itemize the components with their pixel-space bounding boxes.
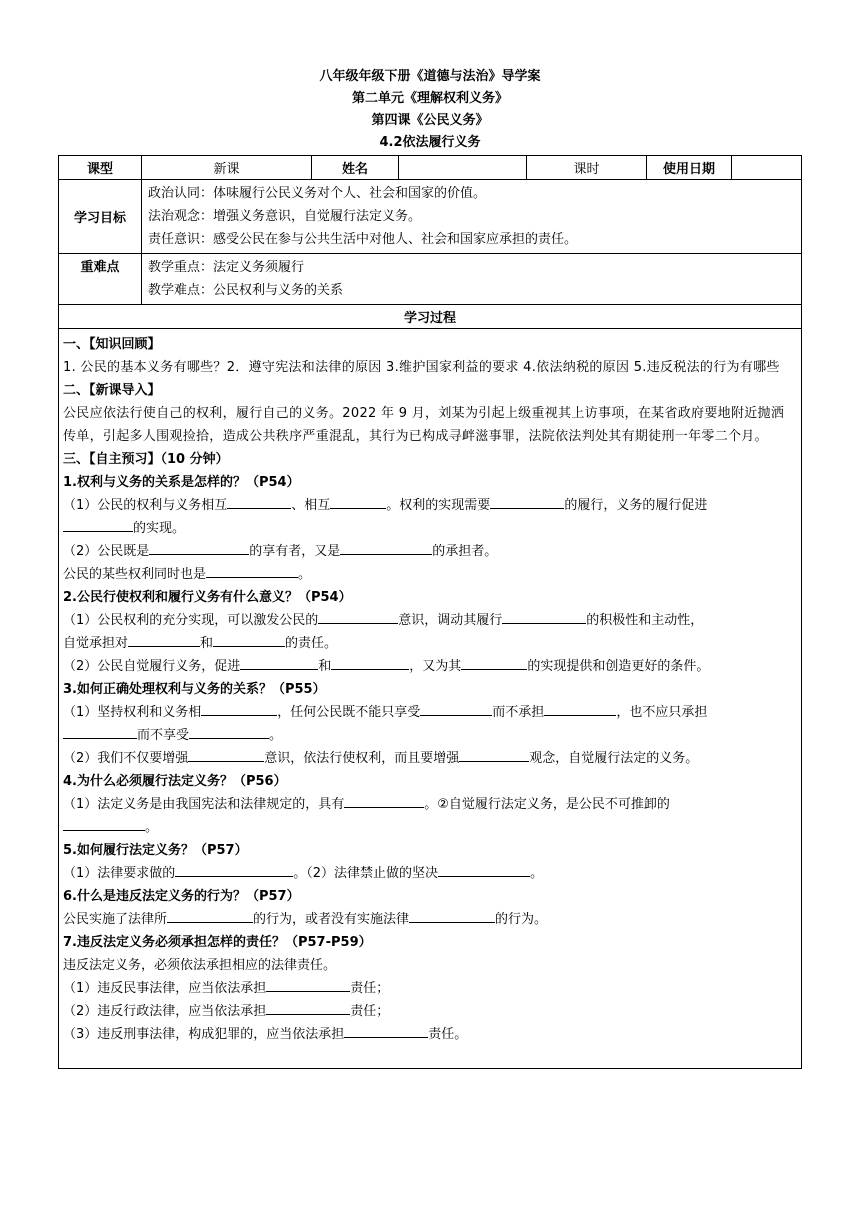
- text: 和: [200, 636, 214, 651]
- blank[interactable]: [461, 655, 527, 670]
- keypoint-item: 教学难点：公民权利与义务的关系: [148, 283, 344, 298]
- text: 的责任。: [285, 636, 338, 651]
- text: 意识，调动其履行: [398, 613, 503, 628]
- text: ，任何公民既不能只享受: [277, 705, 421, 720]
- text: 责任；: [350, 1004, 390, 1019]
- section-review-text: 1. 公民的基本义务有哪些？2．遵守宪法和法律的原因 3.维护国家利益的要求 4.依法纳税的原因 5.违反税法的行为有哪些: [63, 360, 780, 375]
- goal-item: 政治认同：体味履行公民义务对个人、社会和国家的价值。: [148, 186, 487, 201]
- blank[interactable]: [438, 862, 530, 877]
- text: 公民实施了法律所: [63, 912, 168, 927]
- blank[interactable]: [318, 609, 398, 624]
- blank[interactable]: [544, 701, 616, 716]
- blank[interactable]: [201, 701, 277, 716]
- question-1-line: [63, 517, 797, 540]
- worksheet-table: [58, 155, 802, 1069]
- text: 而不享受: [137, 728, 190, 743]
- blank[interactable]: [63, 816, 145, 831]
- section-review-title: 一、【知识回顾】: [63, 337, 161, 352]
- keypoints-label: 重难点: [59, 254, 142, 305]
- blank[interactable]: [330, 494, 386, 509]
- text: 。: [145, 820, 159, 835]
- name-label: 姓名: [312, 156, 399, 180]
- process-body: [59, 329, 802, 1069]
- question-2-line: [63, 609, 797, 632]
- blank[interactable]: [344, 793, 424, 808]
- question-3-line: [63, 724, 797, 747]
- goals-row: [59, 180, 802, 254]
- question-6-line: [63, 908, 797, 931]
- text: （1）坚持权利和义务相: [63, 705, 202, 720]
- question-5-line: [63, 862, 797, 885]
- blank[interactable]: [213, 632, 285, 647]
- text: 的实现。: [133, 521, 186, 536]
- name-field[interactable]: [399, 156, 527, 180]
- text: 而不承担: [492, 705, 545, 720]
- date-field[interactable]: [732, 156, 802, 180]
- goal-item: 责任意识：感受公民在参与公共生活中对他人、社会和国家应承担的责任。: [148, 232, 578, 247]
- text: 、相互: [291, 498, 331, 513]
- period-label: 课时: [527, 156, 647, 180]
- question-7-title: 7.违反法定义务必须承担怎样的责任？（P57-P59）: [63, 935, 372, 950]
- text: 公民的某些权利同时也是: [63, 567, 207, 582]
- section-intro-text: 公民应依法行使自己的权利，履行自己的义务。2022 年 9 月，刘某为引起上级重视其上访事项，在某省政府要地附近抛洒传单，引起多人围观捡拾，造成公共秩序严重混乱，其行为已构成寻衅滋事罪，法院依法判处其有期徒刑一年零二个月。: [63, 406, 785, 444]
- question-4-line: [63, 816, 797, 839]
- question-1-line: [63, 494, 797, 517]
- text: 的享有者，又是: [249, 544, 341, 559]
- text: （2）公民既是: [63, 544, 150, 559]
- question-1-title: 1.权利与义务的关系是怎样的？（P54）: [63, 475, 300, 490]
- question-7-intro: 违反法定义务，必须依法承担相应的法律责任。: [63, 958, 337, 973]
- text: 。（2）法律禁止做的坚决: [293, 866, 439, 881]
- process-body-row: [59, 329, 802, 1069]
- text: 。: [269, 728, 283, 743]
- blank[interactable]: [266, 1000, 350, 1015]
- blank[interactable]: [420, 701, 492, 716]
- text: （1）公民的权利与义务相互: [63, 498, 228, 513]
- keypoint-item: 教学重点：法定义务须履行: [148, 260, 305, 275]
- process-title-row: [59, 305, 802, 329]
- question-3-title: 3.如何正确处理权利与义务的关系？（P55）: [63, 682, 326, 697]
- text: （1）法律要求做的: [63, 866, 176, 881]
- question-1-line: [63, 540, 797, 563]
- keypoints-content: [142, 254, 802, 305]
- keypoints-row: [59, 254, 802, 305]
- blank[interactable]: [409, 908, 495, 923]
- text: 的履行，义务的履行促进: [564, 498, 708, 513]
- text: 。: [298, 567, 312, 582]
- text: 的行为。: [495, 912, 548, 927]
- text: 的积极性和主动性，: [586, 613, 704, 628]
- text: 自觉承担对: [63, 636, 129, 651]
- blank[interactable]: [149, 540, 249, 555]
- document-titles: [0, 66, 860, 154]
- question-1-line: [63, 563, 797, 586]
- section-intro-title: 二、【新课导入】: [63, 383, 161, 398]
- question-2-line: [63, 655, 797, 678]
- text: （2）我们不仅要增强: [63, 751, 189, 766]
- text: 。②自觉履行法定义务，是公民不可推卸的: [424, 797, 670, 812]
- text: 。权利的实现需要: [386, 498, 491, 513]
- header-row: [59, 156, 802, 180]
- text: 责任；: [350, 981, 390, 996]
- blank[interactable]: [128, 632, 200, 647]
- title-grade: 八年级年级下册《道德与法治》导学案: [319, 69, 541, 84]
- text: 意识，依法行使权利，而且要增强: [264, 751, 460, 766]
- blank[interactable]: [240, 655, 318, 670]
- blank[interactable]: [167, 908, 253, 923]
- blank[interactable]: [459, 747, 529, 762]
- text: ，也不应只承担: [616, 705, 708, 720]
- text: （2）公民自觉履行义务，促进: [63, 659, 241, 674]
- question-7-line: [63, 1023, 797, 1046]
- blank[interactable]: [331, 655, 409, 670]
- blank[interactable]: [227, 494, 291, 509]
- question-7-line: [63, 977, 797, 1000]
- text: （2）违反行政法律，应当依法承担: [63, 1004, 267, 1019]
- question-3-line: [63, 701, 797, 724]
- title-unit: 第二单元《理解权利义务》: [351, 91, 508, 106]
- course-type-value: 新课: [142, 156, 312, 180]
- text: （1）违反民事法律，应当依法承担: [63, 981, 267, 996]
- blank[interactable]: [340, 540, 432, 555]
- text: 的实现提供和创造更好的条件。: [527, 659, 710, 674]
- blank[interactable]: [502, 609, 586, 624]
- blank[interactable]: [266, 977, 350, 992]
- section-preview-title: 三、【自主预习】（10 分钟）: [63, 452, 229, 467]
- title-section: 4.2依法履行义务: [379, 135, 481, 150]
- question-2-title: 2.公民行使权利和履行义务有什么意义？（P54）: [63, 590, 352, 605]
- text: 和: [318, 659, 332, 674]
- question-6-title: 6.什么是违反法定义务的行为？（P57）: [63, 889, 300, 904]
- text: （3）违反刑事法律，构成犯罪的，应当依法承担: [63, 1027, 345, 1042]
- question-5-title: 5.如何履行法定义务？（P57）: [63, 843, 248, 858]
- text: 的行为，或者没有实施法律: [253, 912, 410, 927]
- blank[interactable]: [206, 563, 298, 578]
- question-2-line: [63, 632, 797, 655]
- text: 的承担者。: [432, 544, 498, 559]
- blank[interactable]: [490, 494, 564, 509]
- blank[interactable]: [188, 747, 264, 762]
- goals-content: [142, 180, 802, 254]
- date-label: 使用日期: [647, 156, 732, 180]
- course-type-label: 课型: [59, 156, 142, 180]
- title-lesson: 第四课《公民义务》: [371, 113, 489, 128]
- goal-item: 法治观念：增强义务意识，自觉履行法定义务。: [148, 209, 422, 224]
- blank[interactable]: [344, 1023, 428, 1038]
- process-title: 学习过程: [59, 305, 802, 329]
- blank[interactable]: [175, 862, 293, 877]
- blank[interactable]: [63, 724, 137, 739]
- goals-label: 学习目标: [59, 180, 142, 254]
- text: （1）公民权利的充分实现，可以激发公民的: [63, 613, 319, 628]
- blank[interactable]: [63, 517, 133, 532]
- text: 。: [530, 866, 544, 881]
- blank[interactable]: [189, 724, 269, 739]
- question-4-line: [63, 793, 797, 816]
- text: ，又为其: [409, 659, 462, 674]
- text: （1）法定义务是由我国宪法和法律规定的，具有: [63, 797, 345, 812]
- question-4-title: 4.为什么必须履行法定义务？（P56）: [63, 774, 287, 789]
- text: 责任。: [428, 1027, 468, 1042]
- text: 观念，自觉履行法定的义务。: [529, 751, 699, 766]
- question-7-line: [63, 1000, 797, 1023]
- question-3-line: [63, 747, 797, 770]
